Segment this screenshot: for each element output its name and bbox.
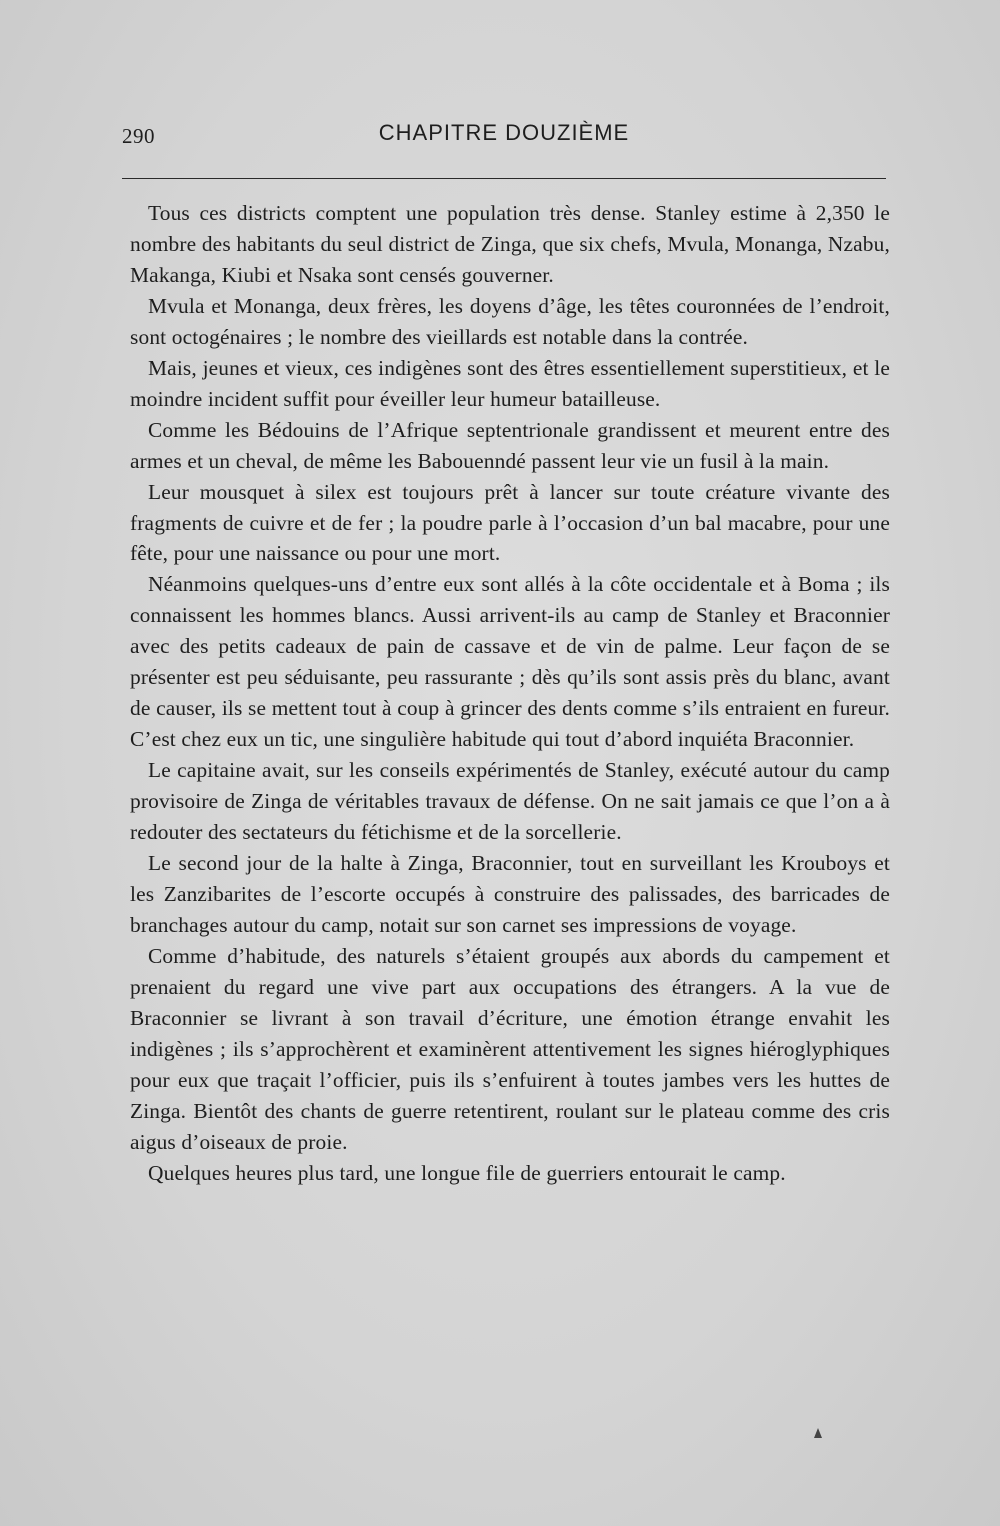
page-number: 290 [122,124,155,148]
paragraph: Le capitaine avait, sur les conseils expérimentés de Stanley, exécuté autour du camp provisoire de Zinga de véritables travaux de défense. On ne sait jamais ce que l’on a à redouter des sectateurs du fétichisme et de la sorcellerie. [130,758,890,845]
paragraph: Le second jour de la halte à Zinga, Braconnier, tout en surveillant les Krouboys et les Zanzibarites de l’escorte occupés à construire des palissades, des barricades de branchages autour du camp, notait sur son carnet ses impressions de voyage. [130,851,890,937]
paragraph: Mais, jeunes et vieux, ces indigènes sont des êtres essentiellement superstitieux, et le moindre incident suffit pour éveiller leur humeur batailleuse. [130,355,890,411]
paragraph: Comme les Bédouins de l’Afrique septentrionale grandissent et meurent entre des armes et un cheval, de même les Babouenndé passent leur vie un fusil à la main. [130,417,890,473]
paragraph: Quelques heures plus tard, une longue file de guerriers entourait le camp. [148,1160,786,1185]
ink-speck [814,1428,822,1438]
paragraph: Tous ces districts comptent une population très dense. Stanley estime à 2,350 le nombre des habitants du seul district de Zinga, que six chefs, Mvula, Monanga, Nzabu, Makanga, Kiubi et Nsaka sont censés gouverner. [130,201,890,287]
paragraph: Néanmoins quelques-uns d’entre eux sont allés à la côte occidentale et à Boma ; ils connaissent les hommes blancs. Aussi arrivent-ils au camp de Stanley et Braconnier avec des petits cadeaux de pain de cassave et de vin de palme. Leur façon de se présenter est peu séduisante, peu rassurante ; dès qu’ils sont assis près du blanc, avant de causer, ils se mettent tout à coup à grincer des dents comme s’ils entraient en fureur. C’est chez eux un tic, une singulière habitude qui tout d’abord inquiéta Braconnier. [130,572,890,752]
paragraph: Leur mousquet à silex est toujours prêt à lancer sur toute créature vivante des fragments de cuivre et de fer ; la poudre parle à l’occasion d’un bal macabre, pour une fête, pour une naissance ou pour une mort. [130,479,890,566]
paragraph: Mvula et Monanga, deux frères, les doyens d’âge, les têtes couronnées de l’endroit, sont octogénaires ; le nombre des vieillards est notable dans la contrée. [130,293,890,349]
paragraph: Comme d’habitude, des naturels s’étaient groupés aux abords du campement et prenaient du regard une vive part aux occupations des étrangers. A la vue de Braconnier se livrant à son travail d’écriture, une émotion étrange envahit les indigènes ; ils s’approchèrent et examinèrent attentivement les signes hiéroglyphiques pour eux que traçait l’officier, puis ils s’enfuirent à toutes jambes vers les huttes de Zinga. Bientôt des chants de guerre retentirent, roulant sur le plateau comme des cris aigus d’oiseaux de proie. [130,943,890,1154]
header-rule [122,178,886,179]
body-text [130,198,890,1189]
page-header [122,118,886,152]
running-head: CHAPITRE DOUZIÈME [378,120,630,145]
